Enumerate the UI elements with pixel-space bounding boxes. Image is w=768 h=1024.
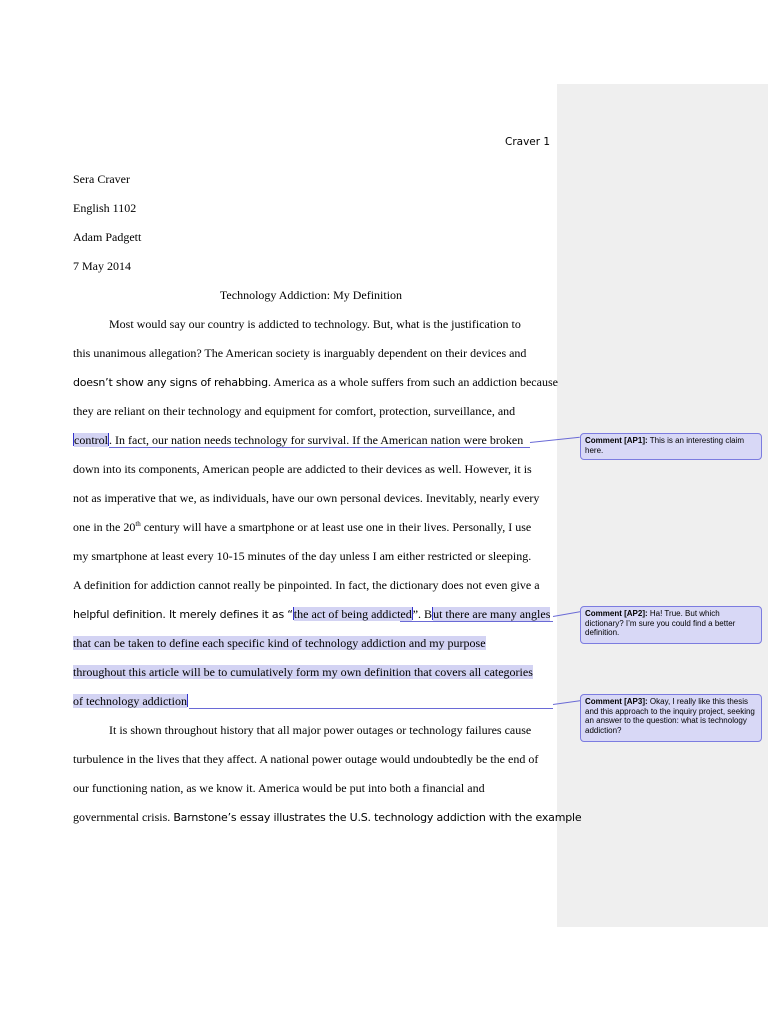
body-text: one in the 20	[73, 520, 136, 534]
commented-text[interactable]: control	[74, 433, 108, 447]
commented-text[interactable]: of technology addiction	[73, 694, 187, 708]
body-text-sans: Barnstone’s essay illustrates the U.S. technology addiction with the example	[173, 811, 582, 824]
document-date: 7 May 2014	[73, 259, 131, 273]
instructor-name: Adam Padgett	[73, 230, 142, 244]
body-line: not as imperative that we, as individuals, have our own personal devices. Inevitably, nearly every	[73, 491, 540, 505]
body-line	[73, 519, 531, 535]
body-line: A definition for addiction cannot really be pinpointed. In fact, the dictionary does not even give a	[73, 578, 540, 592]
comment-margin-pane	[557, 84, 768, 927]
body-line: Most would say our country is addicted to technology. But, what is the justification to	[109, 317, 521, 331]
body-line: turbulence in the lives that they affect. A national power outage would undoubtedly be the end of	[73, 752, 539, 766]
commented-text[interactable]: ut there are many angles	[433, 607, 551, 621]
body-text: century will have a smartphone or at least use one in their lives. Personally, I use	[140, 520, 532, 534]
comment-balloon-ap2[interactable]	[580, 606, 762, 644]
comment-connector	[189, 708, 553, 709]
comment-label: Comment [AP1]:	[585, 436, 648, 445]
body-line: this unanimous allegation? The American society is inarguably dependent on their devices and	[73, 346, 527, 360]
body-line	[73, 635, 486, 651]
body-text: . America as a whole suffers from such an addiction because	[267, 375, 558, 389]
body-line: It is shown throughout history that all major power outages or technology failures cause	[109, 723, 532, 737]
comment-connector	[400, 621, 553, 622]
running-head: Craver 1	[505, 136, 551, 148]
body-text: . In fact, our nation needs technology for survival. If the American nation were broken	[109, 433, 524, 447]
comment-connector	[109, 447, 530, 448]
comment-text: Ha! True. But which dictionary? I’m sure you could find a better definition.	[585, 609, 736, 637]
body-line: they are reliant on their technology and equipment for comfort, protection, surveillance, and	[73, 404, 516, 418]
body-line: my smartphone at least every 10-15 minutes of the day unless I am either restricted or sleeping.	[73, 549, 532, 563]
superscript: th	[135, 520, 141, 528]
document-title: Technology Addiction: My Definition	[219, 288, 403, 302]
body-text: governmental crisis.	[73, 810, 174, 824]
body-line: our functioning nation, as we know it. America would be put into both a financial and	[73, 781, 485, 795]
body-line	[73, 374, 558, 391]
body-line: down into its components, American people are addicted to their devices as well. However, it is	[73, 462, 532, 476]
body-text-sans: doesn’t show any signs of rehabbing	[73, 376, 268, 389]
body-line	[73, 432, 523, 448]
body-line	[73, 809, 581, 826]
commented-text[interactable]: the act of being addicted	[293, 607, 412, 621]
body-line	[73, 693, 188, 709]
body-text-sans: helpful definition	[73, 608, 163, 621]
commented-text[interactable]: that can be taken to define each specific kind of technology addiction and my purpose	[73, 636, 486, 650]
body-line	[73, 664, 533, 680]
comment-text: Okay, I really like this thesis and this approach to the inquiry project, seeking an answer to the question: what is technology addiction?	[585, 697, 755, 735]
comment-label: Comment [AP2]:	[585, 609, 648, 618]
author-name: Sera Craver	[73, 172, 130, 186]
body-text-sans: . It merely defines it as “	[162, 608, 293, 621]
comment-balloon-ap3[interactable]	[580, 694, 762, 742]
comment-balloon-ap1[interactable]	[580, 433, 762, 460]
commented-text[interactable]: throughout this article will be to cumulatively form my own definition that covers all categories	[73, 665, 533, 679]
body-text: ”. B	[412, 607, 433, 621]
course-name: English 1102	[73, 201, 137, 215]
comment-anchor-mark	[187, 694, 188, 707]
comment-label: Comment [AP3]:	[585, 697, 648, 706]
comment-text: This is an interesting claim here.	[585, 436, 745, 455]
